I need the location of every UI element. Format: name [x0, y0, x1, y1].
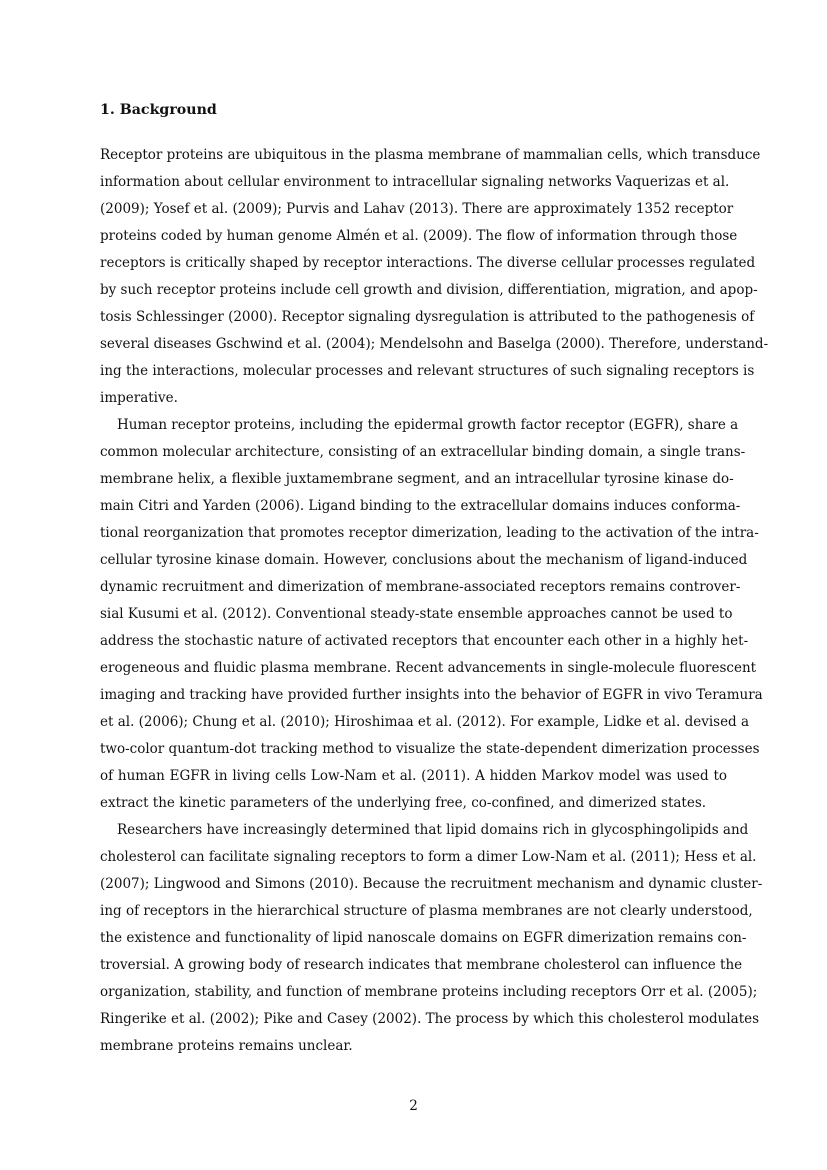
body-text	[100, 145, 769, 1063]
text-line: et al. (2006); Chung et al. (2010); Hiroshimaa et al. (2012). For example, Lidke et al. devised a	[100, 714, 750, 730]
text-line: extract the kinetic parameters of the underlying free, co-confined, and dimerized states.	[100, 795, 707, 811]
text-line: imperative.	[100, 390, 178, 406]
text-line: cholesterol can facilitate signaling receptors to form a dimer Low-Nam et al. (2011); Hess et al.	[100, 849, 757, 865]
text-line: Researchers have increasingly determined that lipid domains rich in glycosphingolipids and	[117, 822, 749, 838]
text-line: dynamic recruitment and dimerization of membrane-associated receptors remains controver-	[100, 579, 741, 595]
text-line: erogeneous and fluidic plasma membrane. Recent advancements in single-molecule fluorescent	[100, 660, 757, 676]
text-line: Ringerike et al. (2002); Pike and Casey (2002). The process by which this cholesterol modulates	[100, 1011, 760, 1027]
text-line: ing of receptors in the hierarchical structure of plasma membranes are not clearly understood,	[100, 903, 753, 919]
text-line: Receptor proteins are ubiquitous in the plasma membrane of mammalian cells, which transduce	[100, 147, 761, 163]
paragraph-1	[100, 145, 769, 415]
text-line: the existence and functionality of lipid nanoscale domains on EGFR dimerization remains con-	[100, 930, 747, 946]
text-line: receptors is critically shaped by receptor interactions. The diverse cellular processes regulated	[100, 255, 756, 271]
text-line: main Citri and Yarden (2006). Ligand binding to the extracellular domains induces conforma-	[100, 498, 741, 514]
text-line: sial Kusumi et al. (2012). Conventional steady-state ensemble approaches cannot be used to	[100, 606, 733, 622]
paragraph-3	[100, 820, 763, 1063]
text-line: address the stochastic nature of activated receptors that encounter each other in a highly het-	[100, 633, 749, 649]
text-line: tional reorganization that promotes receptor dimerization, leading to the activation of the intra-	[100, 525, 759, 541]
text-line: tosis Schlessinger (2000). Receptor signaling dysregulation is attributed to the pathogenesis of	[100, 309, 755, 325]
text-line: information about cellular environment to intracellular signaling networks Vaquerizas et al.	[100, 174, 730, 190]
paragraph-2	[100, 415, 763, 820]
text-line: membrane proteins remains unclear.	[100, 1038, 353, 1054]
text-line: two-color quantum-dot tracking method to visualize the state-dependent dimerization processes	[100, 741, 760, 757]
text-line: ing the interactions, molecular processes and relevant structures of such signaling receptors is	[100, 363, 755, 379]
text-line: several diseases Gschwind et al. (2004); Mendelsohn and Baselga (2000). Therefore, understand-	[100, 336, 769, 352]
text-line: of human EGFR in living cells Low-Nam et al. (2011). A hidden Markov model was used to	[100, 768, 727, 784]
text-line: imaging and tracking have provided further insights into the behavior of EGFR in vivo Teramura	[100, 687, 763, 703]
text-line: (2009); Yosef et al. (2009); Purvis and Lahav (2013). There are approximately 1352 receptor	[100, 201, 734, 217]
text-line: organization, stability, and function of membrane proteins including receptors Orr et al. (2005);	[100, 984, 758, 1000]
text-line: (2007); Lingwood and Simons (2010). Because the recruitment mechanism and dynamic cluster-	[100, 876, 763, 892]
page-number: 2	[409, 1098, 418, 1114]
text-line: common molecular architecture, consisting of an extracellular binding domain, a single trans-	[100, 444, 746, 460]
text-line: proteins coded by human genome Almén et al. (2009). The flow of information through those	[100, 228, 738, 244]
text-line: Human receptor proteins, including the epidermal growth factor receptor (EGFR), share a	[117, 417, 739, 433]
section-heading: 1. Background	[100, 102, 217, 118]
text-line: by such receptor proteins include cell growth and division, differentiation, migration, and apop-	[100, 282, 758, 298]
text-line: troversial. A growing body of research indicates that membrane cholesterol can influence the	[100, 957, 743, 973]
text-line: membrane helix, a flexible juxtamembrane segment, and an intracellular tyrosine kinase do-	[100, 471, 734, 487]
text-line: cellular tyrosine kinase domain. However, conclusions about the mechanism of ligand-induced	[100, 552, 748, 568]
